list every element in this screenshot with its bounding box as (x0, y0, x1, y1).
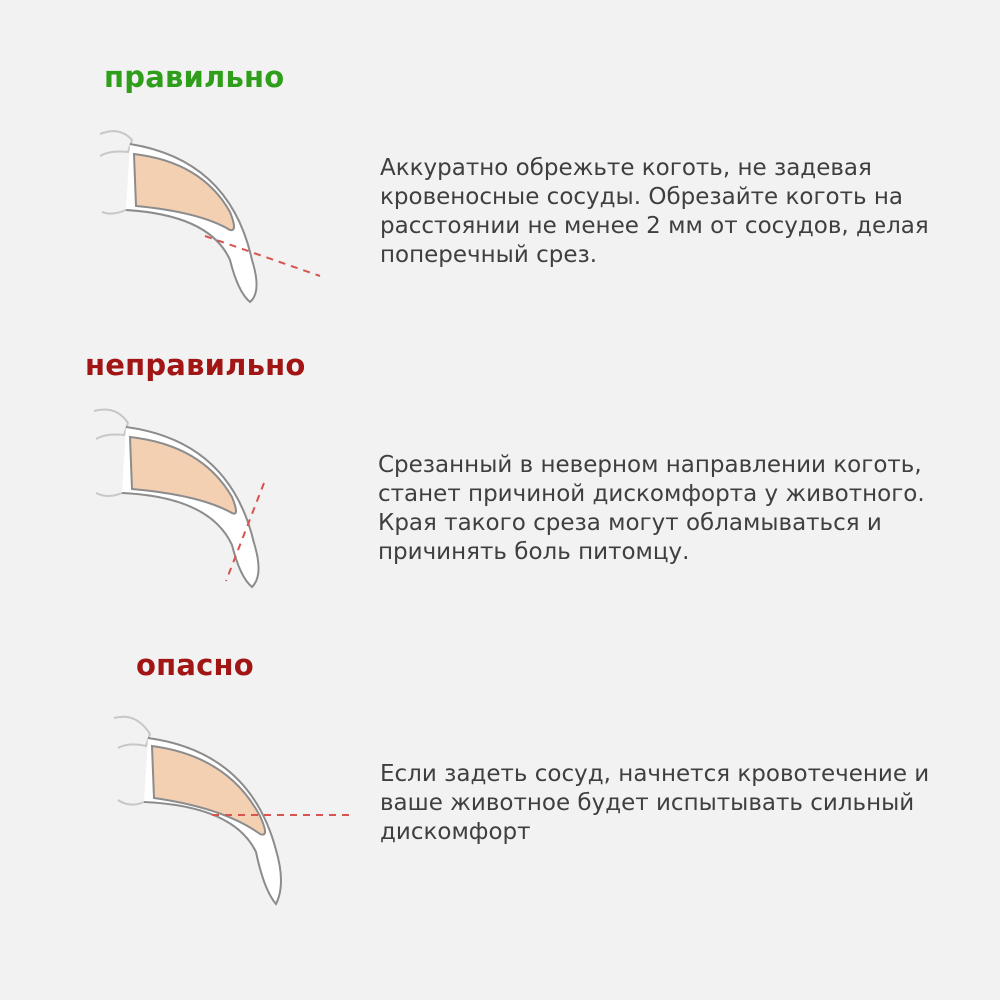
description-line: станет причиной дискомфорта у животного. (378, 481, 925, 507)
description-line: расстоянии не менее 2 мм от сосудов, делая (380, 213, 929, 239)
description-line: Края такого среза могут обламываться и (378, 510, 882, 536)
claw-dangerous-cut-icon (100, 712, 360, 912)
description-correct (380, 154, 970, 270)
description-line: ваше животное будет испытывать сильный (380, 790, 915, 816)
section-incorrect (0, 320, 1000, 620)
description-line: поперечный срез. (380, 242, 598, 268)
description-dangerous (380, 760, 970, 847)
description-line: кровеносные сосуды. Обрезайте коготь на (380, 184, 904, 210)
description-line: Аккуратно обрежьте коготь, не задевая (380, 155, 872, 181)
description-incorrect (378, 451, 968, 567)
section-dangerous (0, 620, 1000, 1000)
description-line: Если задеть сосуд, начнется кровотечение и (380, 761, 930, 787)
description-line: дискомфорт (380, 819, 531, 845)
heading-dangerous: опасно (136, 648, 254, 682)
claw-correct-cut-icon (80, 120, 340, 320)
heading-incorrect: неправильно (85, 348, 306, 382)
section-correct (0, 0, 1000, 320)
heading-correct: правильно (104, 60, 285, 94)
description-line: причинять боль питомцу. (378, 539, 690, 565)
description-line: Срезанный в неверном направлении коготь, (378, 452, 922, 478)
claw-wrong-cut-icon (80, 405, 340, 605)
